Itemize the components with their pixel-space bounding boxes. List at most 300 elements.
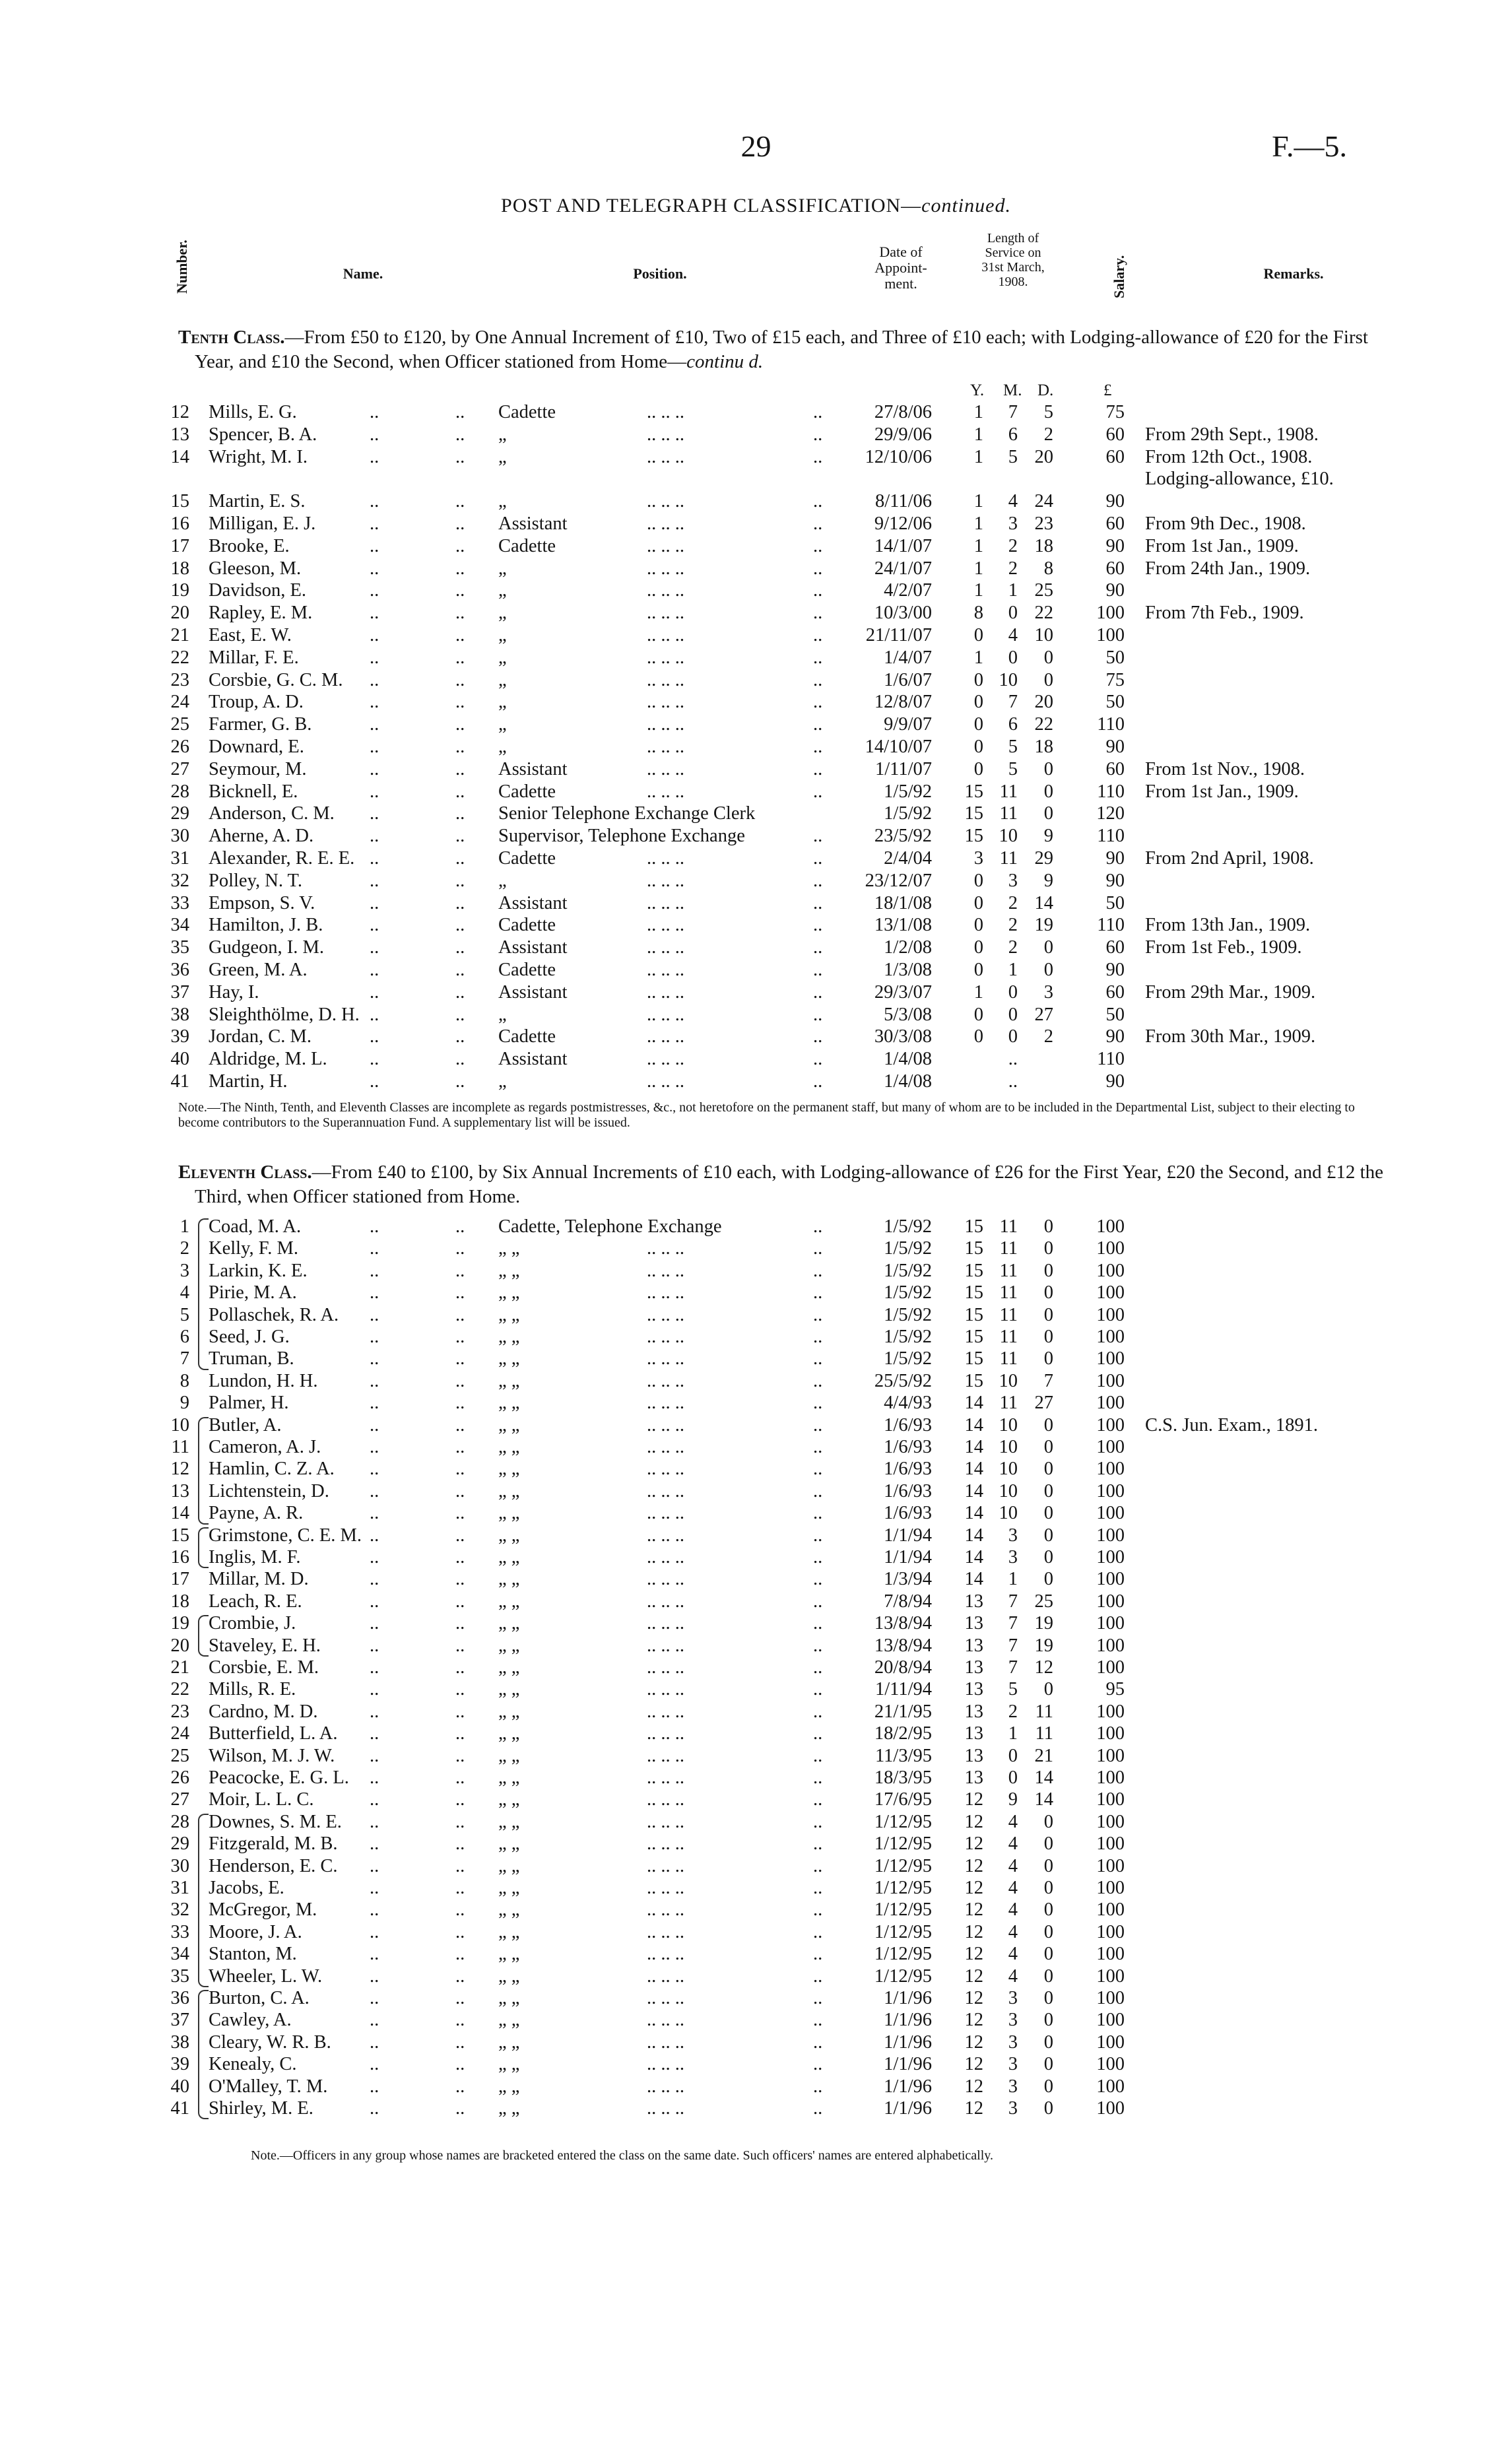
- leader-dots: ..: [813, 1569, 823, 1590]
- cell-date: 1/5/92: [884, 1260, 932, 1281]
- cell-salary: 100: [1096, 1591, 1125, 1612]
- cell-months: 11: [999, 848, 1018, 869]
- cell-salary: 100: [1096, 1657, 1125, 1678]
- cell-salary: 90: [1105, 491, 1125, 512]
- cell-position: „: [498, 558, 507, 579]
- cell-months: 4: [1008, 1833, 1018, 1855]
- leader-dots: .. .. ..: [647, 1591, 684, 1612]
- table-row: [0, 1546, 1512, 1568]
- cell-days: 9: [1043, 826, 1053, 847]
- cell-position: „ „: [498, 1437, 520, 1457]
- cell-number: 16: [170, 513, 189, 534]
- cell-number: 13: [170, 1480, 189, 1501]
- leader-dots: ..: [455, 2054, 465, 2075]
- leader-dots: ..: [370, 1216, 379, 1237]
- cell-date: 1/1/96: [884, 2054, 932, 2075]
- cell-days: 22: [1034, 714, 1053, 735]
- leader-dots: ..: [455, 960, 465, 980]
- cell-salary: 100: [1096, 1525, 1125, 1546]
- cell-remarks: C.S. Jun. Exam., 1891.: [1145, 1414, 1319, 1435]
- cell-name: Kenealy, C.: [209, 2054, 297, 2075]
- leader-dots: ..: [813, 625, 823, 645]
- leader-dots: ..: [455, 1503, 465, 1524]
- cell-number: 18: [170, 1591, 189, 1612]
- cell-date: 23/12/07: [865, 870, 932, 891]
- cell-date: 1/4/08: [884, 1071, 932, 1092]
- leader-dots: ..: [370, 1327, 379, 1347]
- cell-salary: 100: [1096, 1635, 1125, 1656]
- cell-years: 14: [964, 1480, 983, 1501]
- tenth-class-label: Tenth Class.: [178, 327, 285, 348]
- cell-days: 0: [1043, 669, 1053, 690]
- cell-number: 38: [170, 2031, 189, 2053]
- cell-years: 15: [964, 1327, 983, 1347]
- leader-dots: ..: [455, 1414, 465, 1435]
- cell-number: 20: [170, 603, 189, 624]
- cell-number: 37: [170, 2010, 189, 2031]
- cell-salary: 100: [1096, 2098, 1125, 2119]
- table-row: [0, 914, 1512, 936]
- cell-salary: 100: [1096, 2010, 1125, 2031]
- cell-number: 37: [170, 981, 189, 1003]
- cell-date: 18/1/08: [874, 892, 932, 913]
- leader-dots: ..: [813, 1723, 823, 1744]
- leader-dots: ..: [813, 1878, 823, 1898]
- leader-dots: ..: [813, 1327, 823, 1347]
- leader-dots: ..: [370, 1503, 379, 1524]
- leader-dots: ..: [813, 1613, 823, 1634]
- cell-months: 2: [1008, 892, 1018, 913]
- leader-dots: .. .. ..: [647, 1965, 684, 1987]
- cell-salary: 100: [1096, 2076, 1125, 2097]
- cell-date: 1/11/94: [874, 1679, 932, 1700]
- leader-dots: ..: [813, 2054, 823, 2075]
- table-row: [0, 1048, 1512, 1070]
- cell-number: 33: [170, 892, 189, 913]
- cell-years: 14: [964, 1547, 983, 1567]
- leader-dots: ..: [455, 1216, 465, 1237]
- cell-position: „ „: [498, 1679, 520, 1700]
- cell-months: 11: [999, 803, 1018, 824]
- leader-dots: ..: [370, 424, 379, 445]
- cell-name: Wheeler, L. W.: [209, 1965, 323, 1987]
- cell-name: Millar, F. E.: [209, 647, 299, 668]
- cell-date: 1/1/96: [884, 1988, 932, 2008]
- leader-dots: .. .. ..: [647, 1547, 684, 1567]
- leader-dots: ..: [455, 603, 465, 624]
- cell-position: „ „: [498, 1723, 520, 1744]
- leader-dots: ..: [370, 1026, 379, 1047]
- cell-years: 12: [964, 1899, 983, 1921]
- cell-position: „ „: [498, 1569, 520, 1590]
- cell-date: 1/6/93: [884, 1459, 932, 1480]
- cell-name: Pollaschek, R. A.: [209, 1304, 339, 1325]
- cell-months: 5: [1008, 737, 1018, 757]
- leader-dots: ..: [813, 669, 823, 690]
- cell-name: Palmer, H.: [209, 1393, 289, 1414]
- leader-dots: ..: [455, 2098, 465, 2119]
- cell-years: 1: [973, 580, 983, 601]
- cell-months: 0: [1008, 1745, 1018, 1766]
- leader-dots: .. .. ..: [647, 647, 684, 668]
- cell-number: 9: [180, 1393, 189, 1414]
- cell-years: 0: [973, 692, 983, 713]
- leader-dots: ..: [813, 1304, 823, 1325]
- cell-date: 14/10/07: [865, 737, 932, 757]
- cell-date: 14/1/07: [874, 535, 932, 556]
- cell-months: 4: [1008, 1965, 1018, 1987]
- cell-days: 20: [1034, 692, 1053, 713]
- header-date: [858, 244, 944, 292]
- cell-name: Bicknell, E.: [209, 781, 298, 802]
- cell-months: 3: [1008, 2098, 1018, 2119]
- leader-dots: ..: [813, 781, 823, 802]
- leader-dots: ..: [813, 647, 823, 668]
- cell-name: Spencer, B. A.: [209, 424, 317, 445]
- cell-position: „ „: [498, 1547, 520, 1567]
- cell-months: 1: [1008, 960, 1018, 980]
- cell-number: 39: [170, 2054, 189, 2075]
- leader-dots: .. .. ..: [647, 603, 684, 624]
- page-title-continued: continued.: [921, 195, 1011, 216]
- cell-days: 0: [1043, 1414, 1053, 1435]
- header-date-line1: Date of: [879, 244, 923, 260]
- cell-salary: 100: [1096, 1701, 1125, 1722]
- group-bracket: [198, 1218, 209, 1370]
- page-title: [0, 195, 1512, 217]
- leader-dots: ..: [370, 981, 379, 1003]
- leader-dots: ..: [370, 1348, 379, 1369]
- cell-name: Anderson, C. M.: [209, 803, 335, 824]
- cell-days: 0: [1043, 1238, 1053, 1259]
- cell-number: 22: [170, 1679, 189, 1700]
- cell-number: 40: [170, 2076, 189, 2097]
- cell-date: 4/4/93: [884, 1393, 932, 1414]
- cell-salary: 90: [1105, 960, 1125, 980]
- leader-dots: ..: [370, 446, 379, 467]
- cell-years: 1: [973, 558, 983, 579]
- cell-date: 9/9/07: [884, 714, 932, 735]
- cell-salary: 100: [1096, 1988, 1125, 2008]
- cell-months: 6: [1008, 714, 1018, 735]
- cell-position: „ „: [498, 1944, 520, 1965]
- cell-number: 34: [170, 915, 189, 936]
- cell-salary: 60: [1105, 513, 1125, 534]
- cell-position: Assistant: [498, 513, 568, 534]
- cell-days: 2: [1043, 1026, 1053, 1047]
- cell-years: 15: [964, 803, 983, 824]
- cell-days: 0: [1043, 1921, 1053, 1942]
- leader-dots: .. .. ..: [647, 402, 684, 422]
- leader-dots: .. .. ..: [647, 1480, 684, 1501]
- cell-years: 14: [964, 1525, 983, 1546]
- cell-months: 11: [999, 1238, 1018, 1259]
- leader-dots: ..: [455, 402, 465, 422]
- cell-months: 3: [1008, 2076, 1018, 2097]
- group-bracket: [198, 1990, 209, 2119]
- cell-salary: 60: [1105, 558, 1125, 579]
- cell-years: 12: [964, 1789, 983, 1810]
- cell-name: Downes, S. M. E.: [209, 1811, 342, 1832]
- cell-date: 18/3/95: [874, 1767, 932, 1788]
- table-row: [0, 647, 1512, 669]
- cell-number: 10: [170, 1414, 189, 1435]
- cell-number: 16: [170, 1547, 189, 1567]
- table-row: [0, 1071, 1512, 1092]
- cell-name: Gudgeon, I. M.: [209, 937, 324, 958]
- cell-number: 2: [180, 1238, 189, 1259]
- cell-months: ..: [1008, 1071, 1018, 1092]
- cell-position: „: [498, 603, 507, 624]
- cell-position: „: [498, 692, 507, 713]
- cell-position: „: [498, 491, 507, 512]
- leader-dots: ..: [370, 669, 379, 690]
- cell-name: Fitzgerald, M. B.: [209, 1833, 338, 1855]
- leader-dots: .. .. ..: [647, 535, 684, 556]
- cell-position: „: [498, 870, 507, 891]
- cell-remarks: From 24th Jan., 1909.: [1145, 558, 1311, 579]
- cell-date: 13/1/08: [874, 915, 932, 936]
- leader-dots: ..: [455, 870, 465, 891]
- cell-remarks: From 29th Mar., 1909.: [1145, 981, 1316, 1003]
- leader-dots: ..: [813, 937, 823, 958]
- cell-months: 3: [1008, 870, 1018, 891]
- leader-dots: ..: [455, 424, 465, 445]
- leader-dots: ..: [370, 647, 379, 668]
- leader-dots: ..: [455, 1635, 465, 1656]
- cell-position: Assistant: [498, 758, 568, 779]
- leader-dots: ..: [813, 1635, 823, 1656]
- cell-position: „ „: [498, 1745, 520, 1766]
- leader-dots: ..: [370, 580, 379, 601]
- cell-number: 15: [170, 1525, 189, 1546]
- cell-name: Corsbie, G. C. M.: [209, 669, 343, 690]
- cell-remarks: Lodging-allowance, £10.: [1145, 469, 1334, 490]
- table-row: [0, 1591, 1512, 1612]
- cell-salary: 60: [1105, 981, 1125, 1003]
- cell-name: Lundon, H. H.: [209, 1370, 318, 1391]
- cell-number: 39: [170, 1026, 189, 1047]
- table-row: [0, 1525, 1512, 1546]
- cell-years: 0: [973, 669, 983, 690]
- leader-dots: .. .. ..: [647, 1921, 684, 1942]
- cell-years: 12: [964, 1988, 983, 2008]
- table-row: [0, 1877, 1512, 1899]
- cell-salary: 100: [1096, 603, 1125, 624]
- leader-dots: .. .. ..: [647, 737, 684, 757]
- leader-dots: ..: [370, 513, 379, 534]
- cell-position: Cadette: [498, 1026, 556, 1047]
- cell-position: „ „: [498, 1459, 520, 1480]
- cell-name: Truman, B.: [209, 1348, 294, 1369]
- cell-days: 11: [1035, 1723, 1053, 1744]
- leader-dots: .. .. ..: [647, 580, 684, 601]
- cell-position: Cadette: [498, 915, 556, 936]
- leader-dots: ..: [813, 1026, 823, 1047]
- leader-dots: ..: [370, 714, 379, 735]
- leader-dots: ..: [813, 960, 823, 980]
- cell-date: 10/3/00: [874, 603, 932, 624]
- leader-dots: ..: [370, 1569, 379, 1590]
- leader-dots: .. .. ..: [647, 1679, 684, 1700]
- cell-name: Shirley, M. E.: [209, 2098, 313, 2119]
- cell-days: 3: [1043, 981, 1053, 1003]
- cell-name: Brooke, E.: [209, 535, 290, 556]
- leader-dots: .. .. ..: [647, 1767, 684, 1788]
- leader-dots: .. .. ..: [647, 1569, 684, 1590]
- cell-days: 0: [1043, 1260, 1053, 1281]
- cell-date: 29/3/07: [874, 981, 932, 1003]
- cell-salary: 100: [1096, 1414, 1125, 1435]
- leader-dots: ..: [455, 1437, 465, 1457]
- cell-number: 23: [170, 1701, 189, 1722]
- cell-name: Peacocke, E. G. L.: [209, 1767, 349, 1788]
- table-row: [0, 2076, 1512, 2097]
- leader-dots: .. .. ..: [647, 1701, 684, 1722]
- cell-days: 14: [1034, 1767, 1053, 1788]
- cell-years: 1: [973, 513, 983, 534]
- cell-number: 30: [170, 826, 189, 847]
- cell-number: 19: [170, 580, 189, 601]
- cell-salary: 100: [1096, 1370, 1125, 1391]
- header-number: Number.: [174, 240, 190, 294]
- leader-dots: ..: [455, 803, 465, 824]
- leader-dots: ..: [455, 1071, 465, 1092]
- cell-date: 20/8/94: [874, 1657, 932, 1678]
- unit-days: D.: [1037, 381, 1054, 399]
- leader-dots: .. .. ..: [647, 1503, 684, 1524]
- table-row: [0, 1026, 1512, 1047]
- leader-dots: .. .. ..: [647, 892, 684, 913]
- cell-number: 18: [170, 558, 189, 579]
- header-length-line2: Service on: [985, 246, 1041, 260]
- leader-dots: ..: [813, 491, 823, 512]
- leader-dots: ..: [370, 1304, 379, 1325]
- leader-dots: ..: [813, 915, 823, 936]
- table-row: [0, 1304, 1512, 1326]
- cell-years: 12: [964, 2098, 983, 2119]
- table-row: [0, 1921, 1512, 1943]
- cell-months: 4: [1008, 1811, 1018, 1832]
- cell-position: „ „: [498, 1701, 520, 1722]
- cell-position: „ „: [498, 1899, 520, 1921]
- cell-salary: 75: [1105, 669, 1125, 690]
- cell-date: 12/8/07: [874, 692, 932, 713]
- leader-dots: ..: [370, 915, 379, 936]
- leader-dots: ..: [813, 1071, 823, 1092]
- leader-dots: ..: [813, 402, 823, 422]
- table-row: [0, 513, 1512, 535]
- cell-name: Troup, A. D.: [209, 692, 304, 713]
- leader-dots: .. .. ..: [647, 446, 684, 467]
- cell-position: Cadette: [498, 535, 556, 556]
- table-row: [0, 781, 1512, 803]
- cell-name: Aherne, A. D.: [209, 826, 314, 847]
- cell-years: 0: [973, 714, 983, 735]
- cell-number: 32: [170, 870, 189, 891]
- table-row: [0, 1811, 1512, 1833]
- leader-dots: ..: [813, 446, 823, 467]
- leader-dots: .. .. ..: [647, 1327, 684, 1347]
- leader-dots: .. .. ..: [647, 1414, 684, 1435]
- cell-years: 0: [973, 1026, 983, 1047]
- cell-salary: 100: [1096, 2054, 1125, 2075]
- cell-years: 0: [973, 937, 983, 958]
- cell-name: Milligan, E. J.: [209, 513, 316, 534]
- leader-dots: ..: [370, 1988, 379, 2008]
- leader-dots: ..: [455, 1944, 465, 1965]
- leader-dots: ..: [813, 1899, 823, 1921]
- cell-months: 1: [1008, 1569, 1018, 1590]
- cell-date: 1/2/08: [884, 937, 932, 958]
- cell-date: 5/3/08: [884, 1004, 932, 1025]
- cell-name: Kelly, F. M.: [209, 1238, 299, 1259]
- cell-number: 36: [170, 1988, 189, 2008]
- leader-dots: ..: [813, 580, 823, 601]
- leader-dots: ..: [813, 1525, 823, 1546]
- leader-dots: .. .. ..: [647, 781, 684, 802]
- leader-dots: ..: [370, 781, 379, 802]
- cell-position: „ „: [498, 1855, 520, 1876]
- cell-salary: 100: [1096, 1480, 1125, 1501]
- cell-number: 25: [170, 714, 189, 735]
- cell-name: Sleighthölme, D. H.: [209, 1004, 360, 1025]
- cell-remarks: From 1st Jan., 1909.: [1145, 781, 1299, 802]
- eleventh-class-heading: [178, 1160, 1402, 1209]
- leader-dots: ..: [370, 937, 379, 958]
- leader-dots: ..: [813, 1238, 823, 1259]
- leader-dots: .. .. ..: [647, 1944, 684, 1965]
- leader-dots: ..: [813, 1811, 823, 1832]
- leader-dots: ..: [370, 1071, 379, 1092]
- cell-number: 17: [170, 535, 189, 556]
- leader-dots: ..: [813, 1004, 823, 1025]
- cell-months: 7: [1008, 1635, 1018, 1656]
- cell-position: „: [498, 737, 507, 757]
- cell-position: „ „: [498, 1414, 520, 1435]
- cell-years: 0: [973, 758, 983, 779]
- table-row: [0, 401, 1512, 423]
- cell-days: 27: [1034, 1393, 1053, 1414]
- table-row: [0, 1436, 1512, 1458]
- leader-dots: ..: [813, 1855, 823, 1876]
- cell-position: „ „: [498, 1988, 520, 2008]
- cell-days: 0: [1043, 1480, 1053, 1501]
- leader-dots: ..: [370, 1525, 379, 1546]
- leader-dots: ..: [370, 1789, 379, 1810]
- cell-months: 2: [1008, 1701, 1018, 1722]
- cell-date: 12/10/06: [865, 446, 932, 467]
- leader-dots: ..: [455, 1701, 465, 1722]
- header-remarks: Remarks.: [1263, 265, 1324, 282]
- cell-number: 24: [170, 692, 189, 713]
- table-row: [0, 602, 1512, 624]
- cell-date: 13/8/94: [874, 1613, 932, 1634]
- cell-number: 27: [170, 1789, 189, 1810]
- table-row: [0, 1789, 1512, 1810]
- leader-dots: .. .. ..: [647, 1459, 684, 1480]
- cell-date: 21/1/95: [874, 1701, 932, 1722]
- cell-days: 19: [1034, 1613, 1053, 1634]
- leader-dots: ..: [370, 1459, 379, 1480]
- cell-months: 0: [1008, 981, 1018, 1003]
- leader-dots: .. .. ..: [647, 558, 684, 579]
- leader-dots: ..: [455, 781, 465, 802]
- cell-days: 22: [1034, 603, 1053, 624]
- leader-dots: .. .. ..: [647, 1878, 684, 1898]
- cell-position: „ „: [498, 1238, 520, 1259]
- leader-dots: ..: [455, 758, 465, 779]
